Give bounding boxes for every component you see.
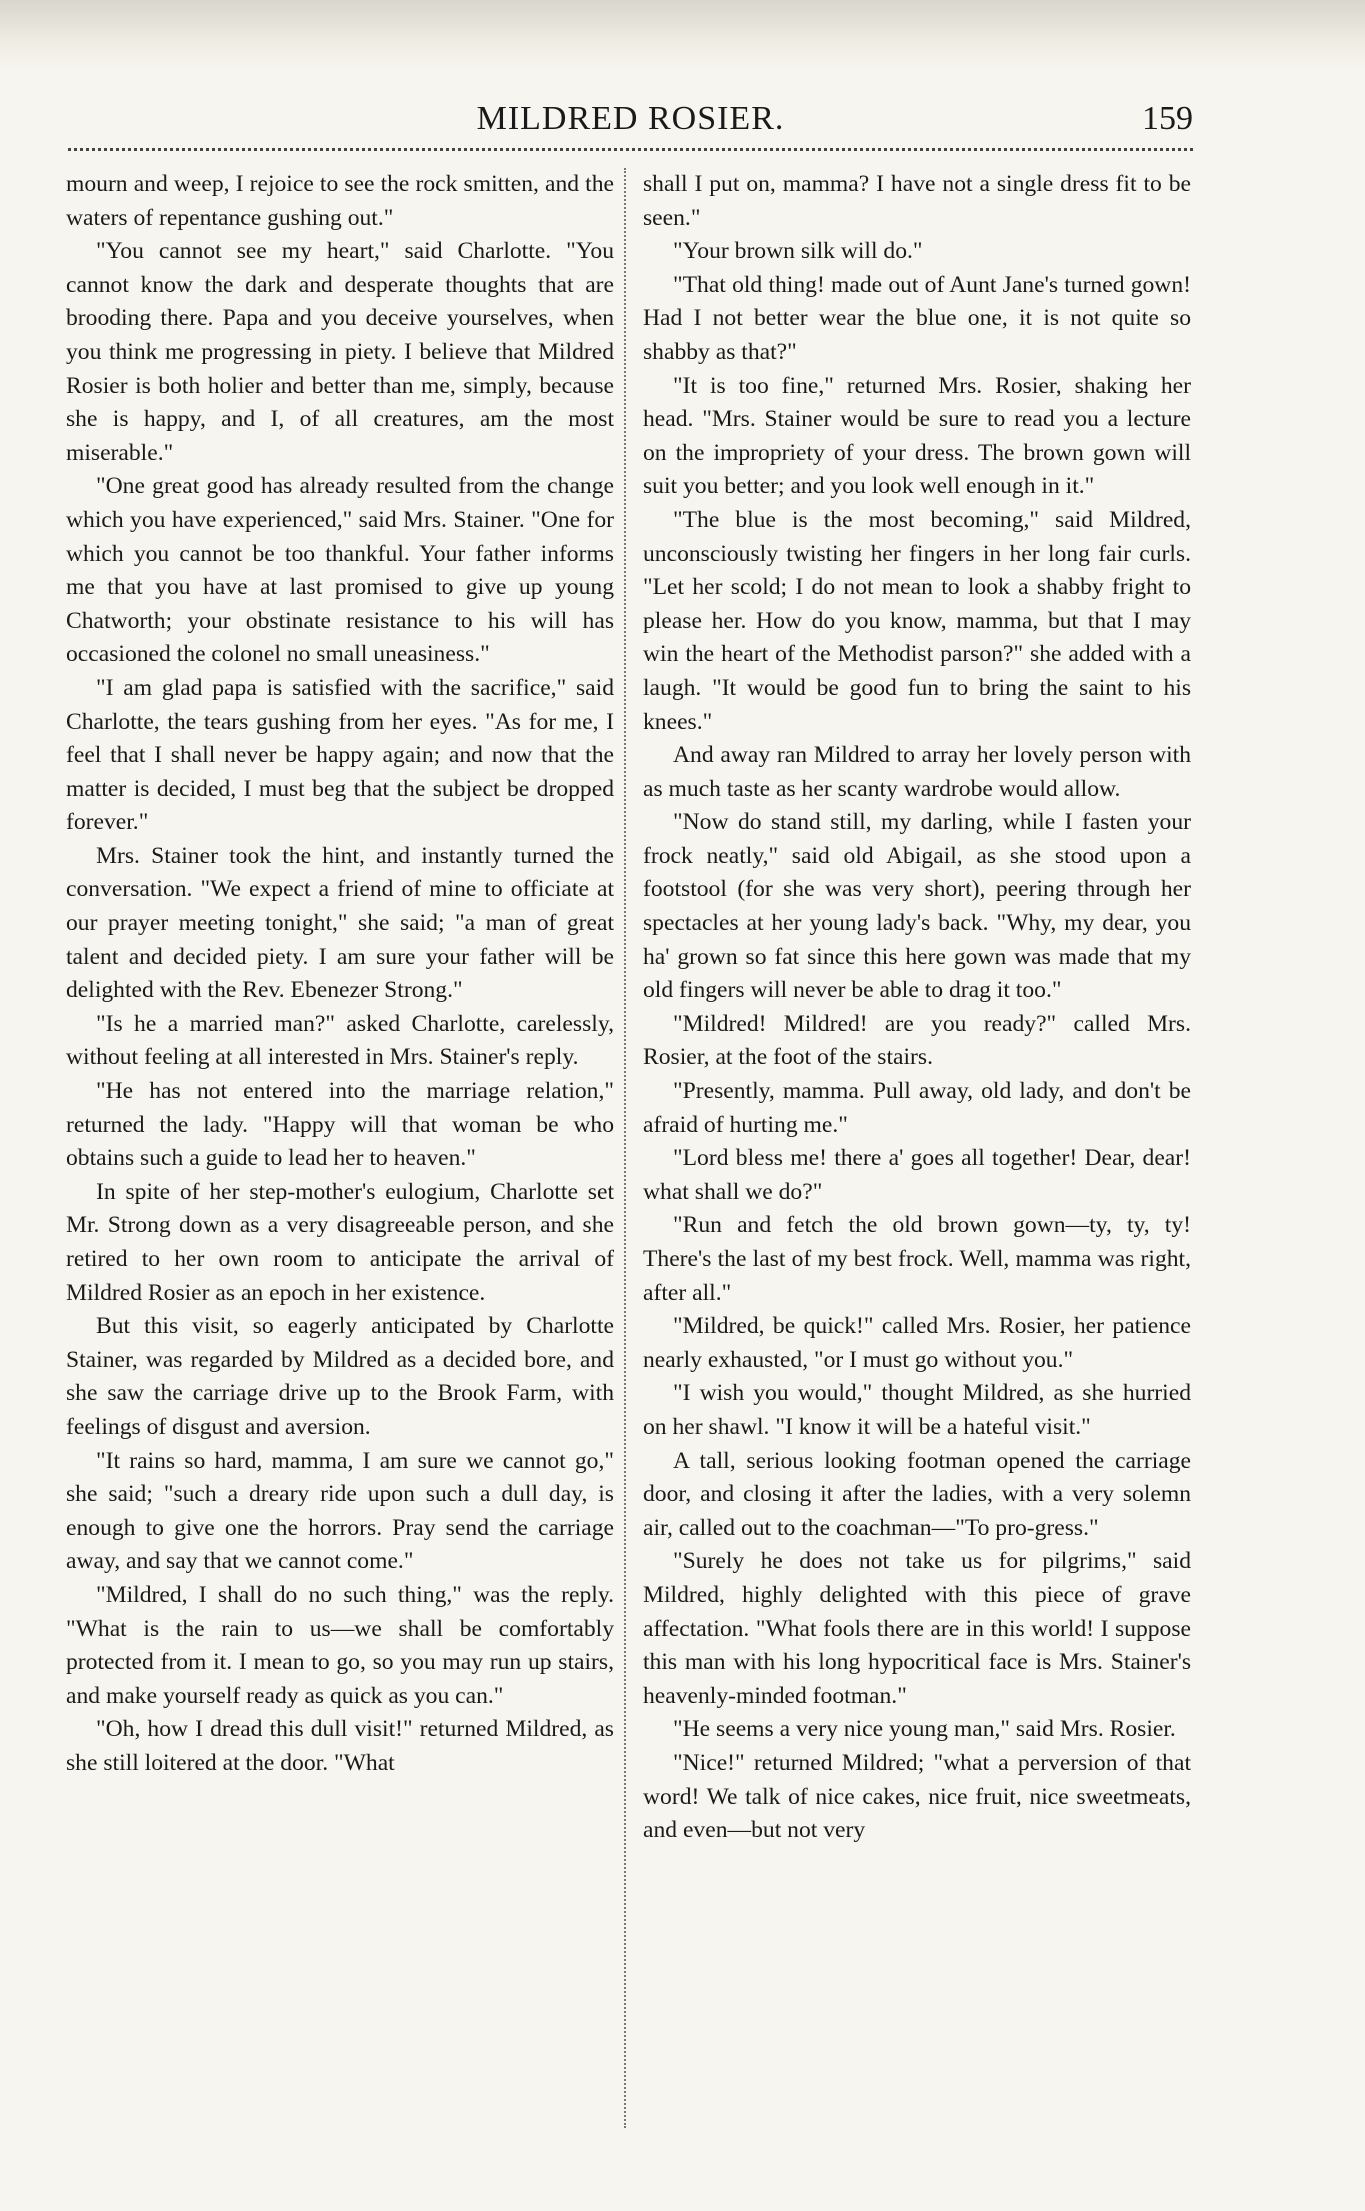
paragraph: "Mildred, be quick!" called Mrs. Rosier, her patience nearly exhausted, "or I must go without you." bbox=[643, 1313, 1191, 1373]
paragraph: shall I put on, mamma? I have not a single dress fit to be seen." bbox=[643, 171, 1191, 231]
paragraph: "One great good has already resulted from the change which you have experienced," said Mrs. Stainer. "One for which you cannot be too thankful. Your father informs me that you have at last promised to give up young Chatworth; your obstinate resistance to his will has occasioned the colonel no small uneasiness." bbox=[66, 473, 614, 668]
column-divider bbox=[624, 168, 626, 2128]
paragraph: And away ran Mildred to array her lovely person with as much taste as her scanty wardrobe would allow. bbox=[643, 742, 1191, 802]
paragraph: "I wish you would," thought Mildred, as she hurried on her shawl. "I know it will be a hateful visit." bbox=[643, 1380, 1191, 1440]
page-header bbox=[68, 92, 1193, 144]
paragraph: "Surely he does not take us for pilgrims," said Mildred, highly delighted with this piece of grave affectation. "What fools there are in this world! I suppose this man with his long hypocritical face is Mrs. Stainer's heavenly-minded footman." bbox=[643, 1548, 1191, 1709]
paragraph: "It rains so hard, mamma, I am sure we cannot go," she said; "such a dreary ride upon such a dull day, is enough to give one the horrors. Pray send the carriage away, and say that we cannot come." bbox=[66, 1447, 614, 1575]
scan-edge-shading bbox=[0, 0, 1365, 70]
paragraph: "Presently, mamma. Pull away, old lady, and don't be afraid of hurting me." bbox=[643, 1078, 1191, 1138]
page-number: 159 bbox=[1142, 100, 1193, 137]
paragraph: "Lord bless me! there a' goes all together! Dear, dear! what shall we do?" bbox=[643, 1145, 1191, 1205]
paragraph: "Nice!" returned Mildred; "what a perversion of that word! We talk of nice cakes, nice fruit, nice sweetmeats, and even—but not very bbox=[643, 1749, 1191, 1844]
paragraph: A tall, serious looking footman opened the carriage door, and closing it after the ladies, with a very solemn air, called out to the coachman—"To pro-gress." bbox=[643, 1447, 1191, 1541]
paragraph: "I am glad papa is satisfied with the sacrifice," said Charlotte, the tears gushing from her eyes. "As for me, I feel that I shall never be happy again; and now that the matter is decided, I must beg that the subject be dropped forever." bbox=[66, 674, 614, 836]
paragraph: "Oh, how I dread this dull visit!" returned Mildred, as she still loitered at the door. "What bbox=[66, 1716, 614, 1776]
header-rule bbox=[68, 148, 1193, 151]
paragraph: "That old thing! made out of Aunt Jane's turned gown! Had I not better wear the blue one, it is not quite so shabby as that?" bbox=[643, 271, 1191, 365]
paragraph: But this visit, so eagerly anticipated by Charlotte Stainer, was regarded by Mildred as a decided bore, and she saw the carriage drive up to the Brook Farm, with feelings of disgust and aversion. bbox=[66, 1313, 614, 1440]
paragraph: "Now do stand still, my darling, while I fasten your frock neatly," said old Abigail, as she stood upon a footstool (for she was very short), peering through her spectacles at her young lady's back. "Why, my dear, you ha' grown so fat since this here gown was made that my old fingers will never be able to drag it too." bbox=[643, 809, 1191, 1004]
paragraph: Mrs. Stainer took the hint, and instantly turned the conversation. "We expect a friend of mine to officiate at our prayer meeting tonight," she said; "a man of great talent and decided piety. I am sure your father will be delighted with the Rev. Ebenezer Strong." bbox=[66, 842, 614, 1004]
paragraph: "The blue is the most becoming," said Mildred, unconsciously twisting her fingers in her long fair curls. "Let her scold; I do not mean to look a shabby fright to please her. How do you know, mamma, but that I may win the heart of the Methodist parson?" she added with a laugh. "It would be good fun to bring the saint to his knees." bbox=[643, 506, 1191, 735]
paragraph: "Your brown silk will do." bbox=[673, 238, 923, 265]
paragraph: "Mildred! Mildred! are you ready?" called Mrs. Rosier, at the foot of the stairs. bbox=[643, 1010, 1191, 1071]
running-title: MILDRED ROSIER. bbox=[476, 100, 785, 137]
left-column bbox=[66, 168, 614, 1781]
paragraph: "You cannot see my heart," said Charlotte. "You cannot know the dark and desperate thoughts that are brooding there. Papa and you deceive yourselves, when you think me progressing in piety. I believe that Mildred Rosier is both holier and better than me, simply, because she is happy, and I, of all creatures, am the most miserable." bbox=[66, 238, 614, 466]
paragraph: "It is too fine," returned Mrs. Rosier, shaking her head. "Mrs. Stainer would be sure to read you a lecture on the impropriety of your dress. The brown gown will suit you better; and you look well enough in it." bbox=[643, 372, 1191, 500]
paragraph: mourn and weep, I rejoice to see the rock smitten, and the waters of repentance gushing out." bbox=[66, 171, 614, 231]
paragraph: "He has not entered into the marriage relation," returned the lady. "Happy will that woman be who obtains such a guide to lead her to heaven." bbox=[66, 1078, 614, 1172]
paragraph: "Run and fetch the old brown gown—ty, ty, ty! There's the last of my best frock. Well, mamma was right, after all." bbox=[643, 1212, 1191, 1306]
paragraph: In spite of her step-mother's eulogium, Charlotte set Mr. Strong down as a very disagreeable person, and she retired to her own room to anticipate the arrival of Mildred Rosier as an epoch in her existence. bbox=[66, 1178, 614, 1306]
paragraph: "He seems a very nice young man," said Mrs. Rosier. bbox=[673, 1716, 1176, 1743]
paragraph: "Is he a married man?" asked Charlotte, carelessly, without feeling at all interested in Mrs. Stainer's reply. bbox=[66, 1010, 614, 1071]
right-column bbox=[643, 168, 1191, 1848]
paragraph: "Mildred, I shall do no such thing," was the reply. "What is the rain to us—we shall be comfortably protected from it. I mean to go, so you may run up stairs, and make yourself ready as quick as you can." bbox=[66, 1581, 614, 1709]
